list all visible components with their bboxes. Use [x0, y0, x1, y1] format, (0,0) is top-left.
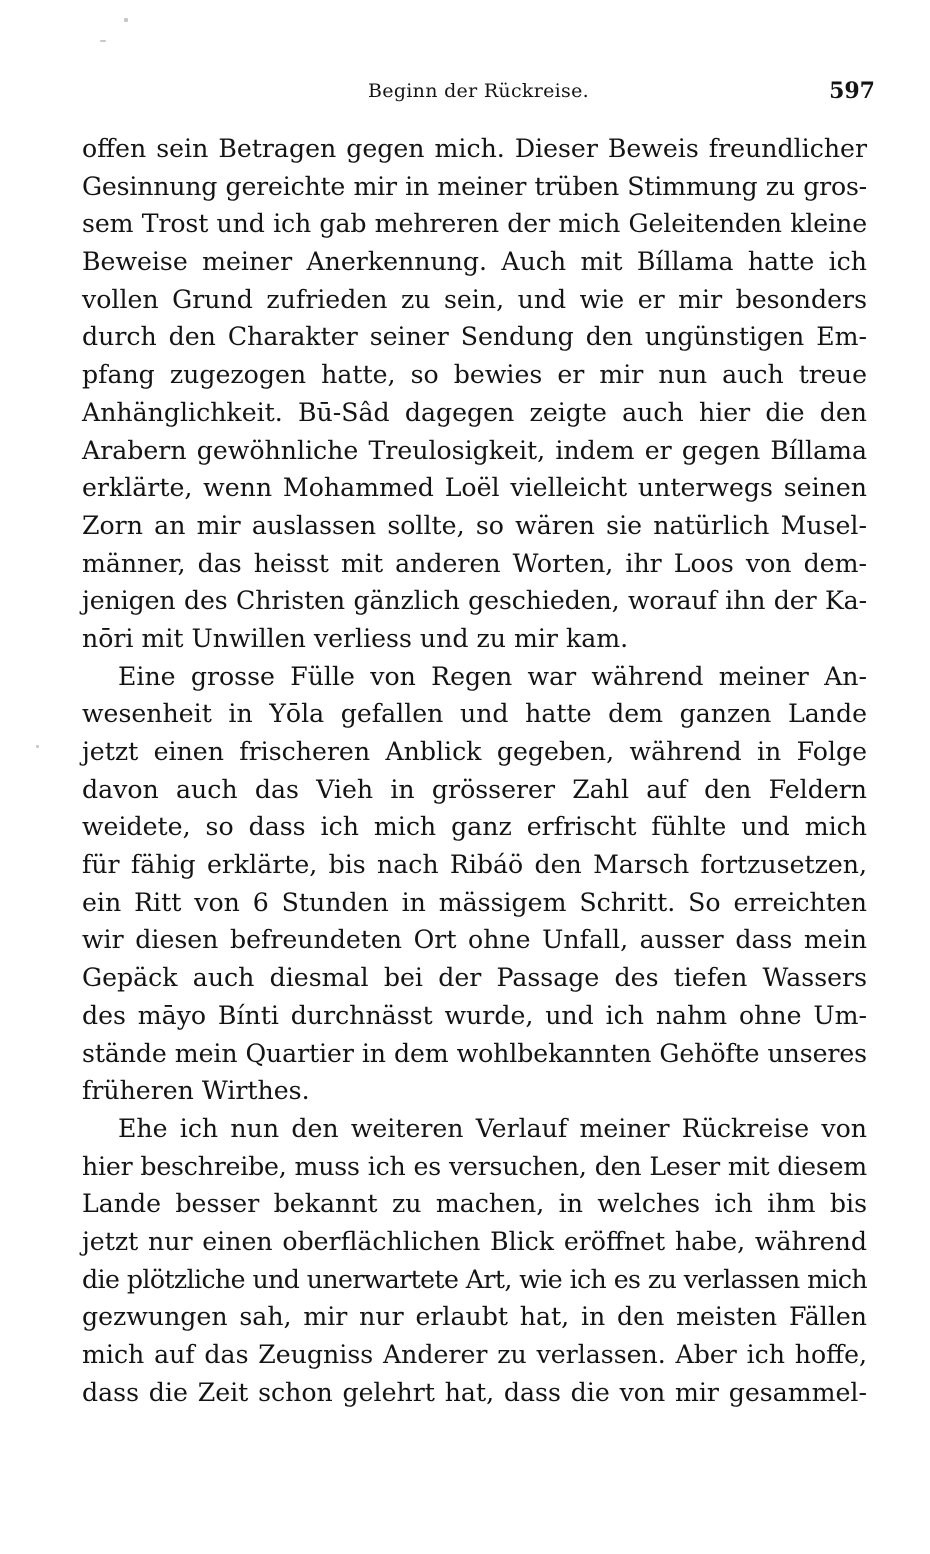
text-line: für fähig erklärte, bis nach Ribáö den Marsch fortzusetzen, — [82, 850, 867, 880]
text-line: pfang zugezogen hatte, so bewies er mir nun auch treue — [82, 360, 867, 390]
text-line: weidete, so dass ich mich ganz erfrischt fühlte und mich — [82, 812, 867, 842]
text-line: hier beschreibe, muss ich es versuchen, den Leser mit diesem — [82, 1151, 867, 1181]
text-line: Lande besser bekannt zu machen, in welches ich ihm bis — [82, 1189, 867, 1219]
running-title: Beginn der Rückreise. — [368, 80, 589, 102]
text-line: früheren Wirthes. — [82, 1076, 310, 1106]
paragraph — [82, 658, 867, 1110]
text-line: jenigen des Christen gänzlich geschieden, worauf ihn der Ka- — [82, 586, 867, 616]
text-line: wir diesen befreundeten Ort ohne Unfall, ausser dass mein — [82, 925, 867, 955]
text-line: gezwungen sah, mir nur erlaubt hat, in den meisten Fällen — [82, 1302, 867, 1332]
text-line: Ehe ich nun den weiteren Verlauf meiner Rückreise von — [118, 1113, 867, 1143]
scan-speck — [36, 745, 39, 748]
text-line: jetzt einen frischeren Anblick gegeben, während in Folge — [82, 737, 867, 766]
text-line: mich auf das Zeugniss Anderer zu verlassen. Aber ich hoffe, — [82, 1340, 867, 1369]
text-line: davon auch das Vieh in grösserer Zahl auf den Feldern — [82, 774, 867, 804]
text-line: dass die Zeit schon gelehrt hat, dass die von mir gesammel- — [82, 1377, 867, 1407]
paragraph — [82, 1110, 867, 1412]
text-line: durch den Charakter seiner Sendung den ungünstigen Em- — [82, 322, 867, 352]
text-line: Zorn an mir auslassen sollte, so wären sie natürlich Musel- — [82, 510, 867, 540]
text-line: Beweise meiner Anerkennung. Auch mit Bíllama hatte ich — [82, 247, 867, 277]
text-line: Gepäck auch diesmal bei der Passage des tiefen Wassers — [82, 963, 867, 993]
text-line: ein Ritt von 6 Stunden in mässigem Schritt. So erreichten — [82, 887, 867, 917]
text-line: offen sein Betragen gegen mich. Dieser Beweis freundlicher — [82, 134, 867, 163]
scan-speck — [124, 18, 128, 22]
text-line: männer, das heisst mit anderen Worten, ihr Loos von dem- — [82, 548, 867, 578]
body-text — [82, 130, 867, 1411]
text-line: Eine grosse Fülle von Regen war während meiner An- — [118, 661, 867, 691]
text-line: nōri mit Unwillen verliess und zu mir kam. — [82, 623, 629, 653]
scan-speck — [100, 40, 106, 42]
text-line: erklärte, wenn Mohammed Loël vielleicht unterwegs seinen — [82, 473, 867, 503]
page-number: 597 — [829, 78, 875, 104]
text-line: wesenheit in Yōla gefallen und hatte dem ganzen Lande — [82, 699, 867, 729]
text-line: sem Trost und ich gab mehreren der mich Geleitenden kleine — [82, 209, 867, 239]
text-line: die plötzliche und unerwartete Art, wie ich es zu verlassen mich — [82, 1264, 867, 1294]
text-line: vollen Grund zufrieden zu sein, und wie er mir besonders — [82, 284, 867, 314]
page-header — [82, 78, 875, 108]
text-line: Anhänglichkeit. Bū-Sâd dagegen zeigte auch hier die den — [82, 397, 867, 427]
text-line: stände mein Quartier in dem wohlbekannten Gehöfte unseres — [82, 1038, 867, 1068]
text-line: jetzt nur einen oberflächlichen Blick eröffnet habe, während — [82, 1226, 867, 1256]
text-line: des māyo Bínti durchnässt wurde, und ich nahm ohne Um- — [82, 1000, 867, 1030]
text-line: Arabern gewöhnliche Treulosigkeit, indem er gegen Bíllama — [82, 435, 867, 465]
paragraph — [82, 130, 867, 658]
text-line: Gesinnung gereichte mir in meiner trüben Stimmung zu gros- — [82, 171, 867, 201]
